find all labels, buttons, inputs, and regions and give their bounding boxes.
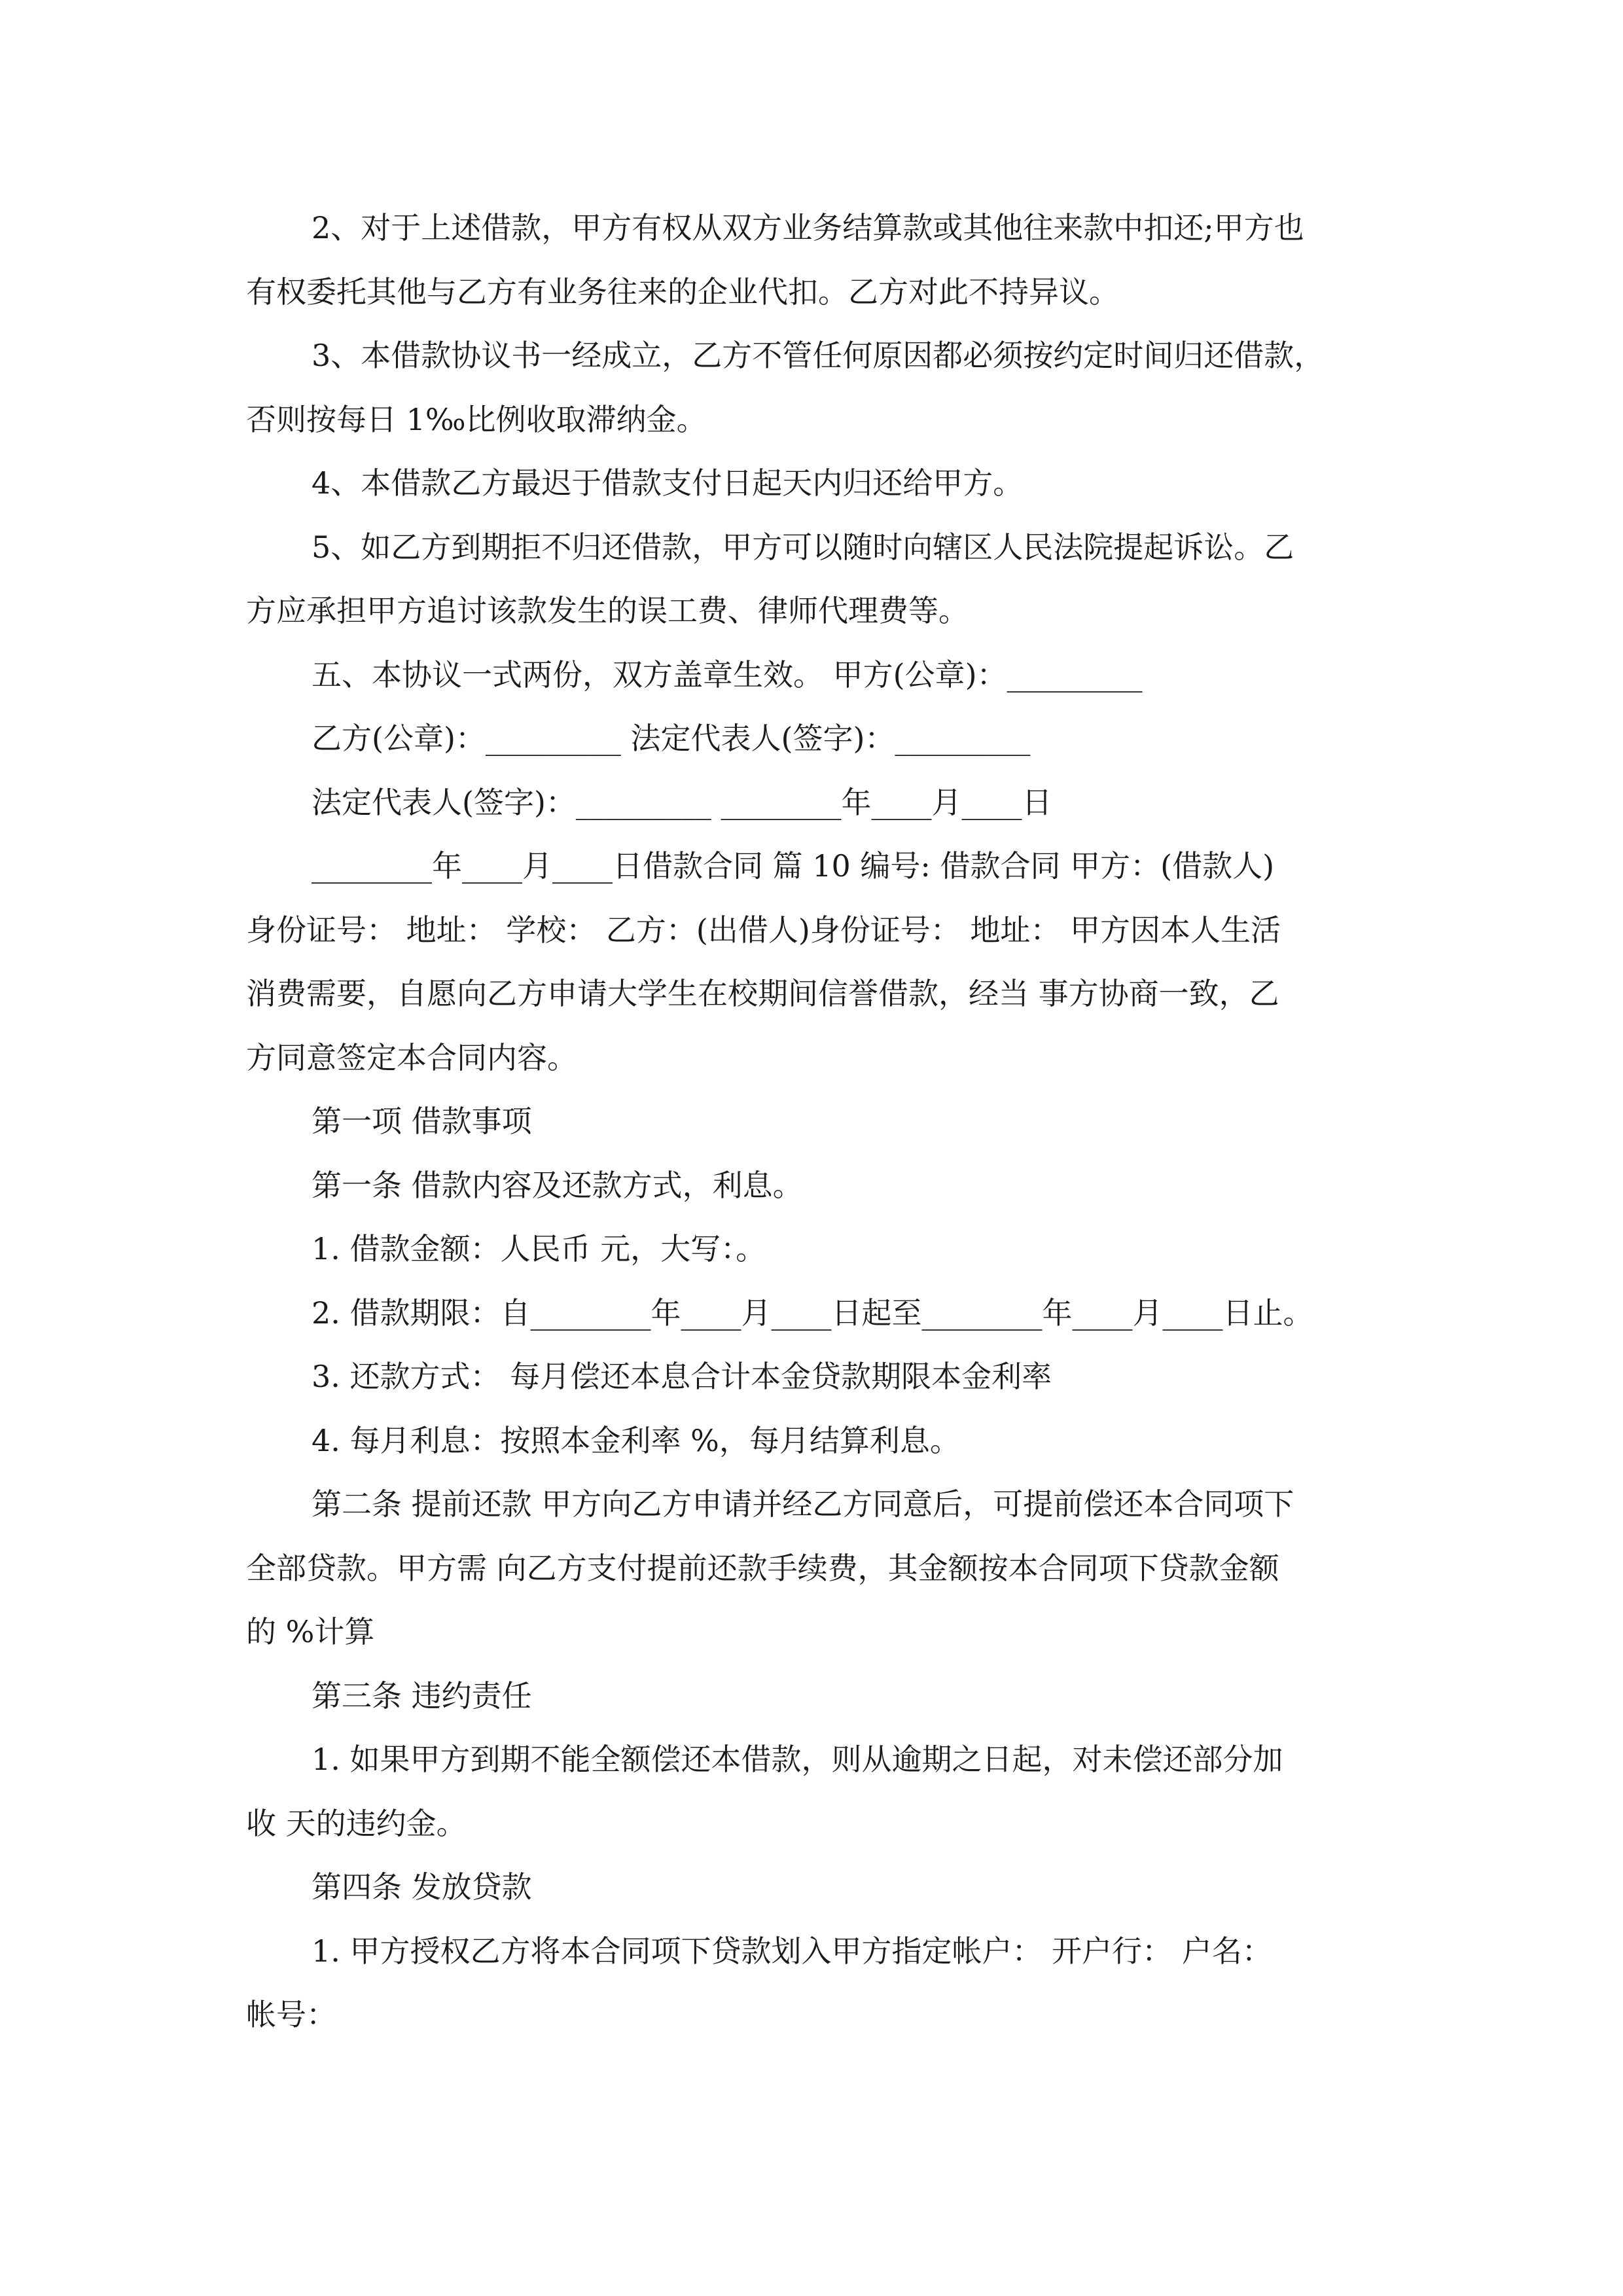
article-4-heading: 第四条 发放贷款 bbox=[312, 1869, 532, 1905]
clause-3-line-1: 3、本借款协议书一经成立，乙方不管任何原因都必须按约定时间归还借款， bbox=[312, 338, 1325, 373]
clause-5-line-2: 方应承担甲方追讨该款发生的误工费、律师代理费等。 bbox=[246, 593, 969, 628]
item-1-heading: 第一项 借款事项 bbox=[312, 1103, 532, 1139]
article-2-line-1: 第二条 提前还款 甲方向乙方申请并经乙方同意后，可提前偿还本合同项下 bbox=[312, 1486, 1294, 1522]
article-3-heading: 第三条 违约责任 bbox=[312, 1677, 532, 1713]
article-4-clause-1: 1. 甲方授权乙方将本合同项下贷款划入甲方指定帐户： 开户行： 户名： bbox=[312, 1933, 1272, 1969]
clause-2-line-2: 有权委托其他与乙方有业务往来的企业代扣。乙方对此不持异议。 bbox=[246, 274, 1119, 310]
loan-term: 2. 借款期限：自________年____月____日起至________年____月____日止。 bbox=[312, 1295, 1313, 1331]
article-3-clause-1-line-2: 收 天的违约金。 bbox=[246, 1805, 467, 1841]
article-1-heading: 第一条 借款内容及还款方式，利息。 bbox=[312, 1167, 803, 1203]
clause-4: 4、本借款乙方最迟于借款支付日起天内归还给甲方。 bbox=[312, 465, 1024, 501]
section-5-signature: 五、本协议一式两份，双方盖章生效。 甲方(公章)：_________ bbox=[312, 656, 1143, 692]
article-3-clause-1-line-1: 1. 如果甲方到期不能全额偿还本借款，则从逾期之日起，对未偿还部分加 bbox=[312, 1742, 1283, 1777]
contract-10-agreement: 方同意签定本合同内容。 bbox=[246, 1039, 577, 1075]
legal-rep-date-line: 法定代表人(签字)：_________ ________年____月____日 bbox=[312, 784, 1052, 820]
party-b-seal-line: 乙方(公章)：_________ 法定代表人(签字)：_________ bbox=[312, 721, 1031, 756]
article-2-line-2: 全部贷款。甲方需 向乙方支付提前还款手续费，其金额按本合同项下贷款金额 bbox=[246, 1550, 1279, 1586]
contract-10-purpose: 消费需要，自愿向乙方申请大学生在校期间信誉借款，经当 事方协商一致，乙 bbox=[246, 976, 1279, 1011]
article-2-line-3: 的 %计算 bbox=[246, 1614, 375, 1649]
clause-5-line-1: 5、如乙方到期拒不归还借款，甲方可以随时向辖区人民法院提起诉讼。乙 bbox=[312, 529, 1294, 565]
document-body bbox=[246, 196, 1398, 2047]
monthly-interest: 4. 每月利息：按照本金利率 %，每月结算利息。 bbox=[312, 1422, 960, 1458]
loan-amount: 1. 借款金额：人民币 元，大写：。 bbox=[312, 1231, 766, 1266]
contract-10-header: ________年____月____日借款合同 篇 10 编号: 借款合同 甲方：(借款人) bbox=[312, 848, 1275, 884]
contract-10-parties: 身份证号： 地址： 学校： 乙方：(出借人)身份证号： 地址： 甲方因本人生活 bbox=[246, 912, 1281, 948]
clause-3-line-2: 否则按每日 1‰比例收取滞纳金。 bbox=[246, 401, 707, 437]
account-number-line: 帐号： bbox=[246, 1997, 336, 2032]
clause-2-line-1: 2、对于上述借款，甲方有权从双方业务结算款或其他往来款中扣还;甲方也 bbox=[312, 210, 1304, 245]
repayment-method: 3. 还款方式： 每月偿还本息合计本金贷款期限本金利率 bbox=[312, 1359, 1052, 1394]
